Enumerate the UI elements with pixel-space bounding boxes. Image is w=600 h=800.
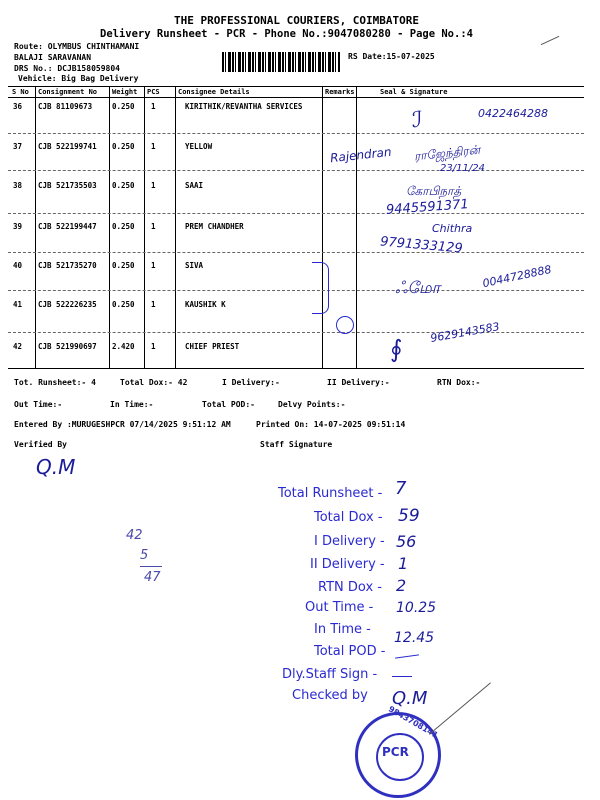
stamp-value-ii-delivery: 1 [398, 554, 409, 573]
stamp-label-rtn-dox: RTN Dox - [318, 580, 382, 595]
row-consignee: SAAI [185, 181, 204, 190]
row-divider [8, 290, 584, 291]
row-sno: 41 [13, 300, 23, 309]
stamp-label-ii-delivery: II Delivery - [310, 557, 385, 572]
rtn-dox: RTN Dox:- [437, 378, 481, 387]
row-pcs: 1 [151, 181, 156, 190]
row-consignee: YELLOW [185, 142, 213, 151]
col-divider [35, 86, 36, 368]
staff-name: BALAJI SARAVANAN [14, 53, 92, 62]
handwritten-name: Rajendran [329, 144, 393, 166]
runsheet-subtitle: Delivery Runsheet - PCR - Phone No.:9047080280 - Page No.:4 [100, 28, 473, 40]
verified-initials: Q.M [36, 455, 76, 479]
handwritten-tamil-name: ராஜேந்திரன் [413, 142, 481, 164]
stamp-label-dly-staff-sign: Dly.Staff Sign - [282, 667, 378, 682]
row-divider [8, 170, 584, 171]
row-sno: 39 [13, 222, 23, 231]
barcode [222, 52, 340, 72]
signature-scribble: ∮ [390, 335, 403, 363]
row-consignee: CHIEF PRIEST [185, 342, 240, 351]
col-pcs: PCS [147, 88, 160, 96]
margin-note: 47 [144, 570, 161, 585]
signature-scribble: ஃமோ [395, 278, 441, 297]
row-consignee: PREM CHANDHER [185, 222, 244, 231]
handwritten-phone: 9791333129 [379, 234, 464, 257]
row-weight: 0.250 [112, 142, 135, 151]
entered-by: Entered By :MURUGESHPCR 07/14/2025 9:51:12 AM [14, 420, 231, 429]
verified-by: Verified By [14, 440, 67, 449]
stamp-label-i-delivery: I Delivery - [314, 534, 385, 549]
i-delivery: I Delivery:- [222, 378, 280, 387]
col-seal-signature: Seal & Signature [380, 88, 448, 96]
row-divider [8, 213, 584, 214]
drs-number: DRS No.: DCJB158059804 [14, 64, 120, 73]
row-weight: 0.250 [112, 222, 135, 231]
col-divider [356, 86, 357, 368]
stamp-label-checked-by: Checked by [292, 688, 368, 703]
pcr-seal-text: PCR [382, 745, 409, 759]
col-consignment: Consignment No [38, 88, 98, 96]
row-sno: 38 [13, 181, 23, 190]
total-dox: Total Dox:- 42 [120, 378, 188, 387]
route-line: Route: OLYMBUS CHINTHAMANI [14, 42, 140, 51]
col-weight: Weight [112, 88, 138, 96]
col-divider [322, 86, 323, 368]
col-consignee: Consignee Details [178, 88, 250, 96]
col-remarks: Remarks [325, 88, 355, 96]
stamp-value-total-pod [395, 654, 419, 658]
row-consignment-no: CJB 522199741 [38, 142, 97, 151]
stamp-label-total-pod: Total POD - [314, 644, 386, 659]
total-pod: Total POD:- [202, 400, 255, 409]
staff-signature: Staff Signature [260, 440, 333, 449]
stamp-value-rtn-dox: 2 [396, 576, 407, 595]
handwritten-tamil-name: கோபிநாத் [406, 184, 462, 198]
in-time: In Time:- [110, 400, 154, 409]
table-bottom-rule [8, 368, 584, 369]
pcr-seal [355, 704, 441, 798]
row-consignee: KAUSHIK K [185, 300, 226, 309]
bracket-mark [312, 262, 329, 314]
tot-runsheet: Tot. Runsheet:- 4 [14, 378, 96, 387]
handwritten-phone: 9445591371 [385, 197, 470, 218]
stamp-value-dly-staff-sign [392, 676, 412, 677]
row-consignment-no: CJB 522199447 [38, 222, 97, 231]
row-consignment-no: CJB 521990697 [38, 342, 97, 351]
stamp-value-out-time: 10.25 [396, 600, 437, 616]
row-weight: 0.250 [112, 181, 135, 190]
col-divider [109, 86, 110, 368]
pen-mark [541, 36, 560, 45]
handwritten-name: Chithra [432, 222, 473, 235]
row-weight: 0.250 [112, 261, 135, 270]
row-sno: 40 [13, 261, 23, 270]
ii-delivery: II Delivery:- [327, 378, 390, 387]
row-pcs: 1 [151, 300, 156, 309]
stamp-value-i-delivery: 56 [396, 532, 417, 551]
col-divider [144, 86, 145, 368]
signature-scribble: ℐ [412, 108, 423, 133]
company-title: THE PROFESSIONAL COURIERS, COIMBATORE [174, 14, 420, 27]
vehicle-line: Vehicle: Big Bag Delivery [18, 74, 139, 83]
stamp-value-in-time: 12.45 [394, 630, 435, 646]
stamp-label-in-time: In Time - [314, 622, 371, 637]
stamp-label-total-runsheet: Total Runsheet - [278, 486, 383, 501]
printed-on: Printed On: 14-07-2025 09:51:14 [256, 420, 406, 429]
row-sno: 42 [13, 342, 23, 351]
stamp-label-total-dox: Total Dox - [314, 510, 383, 525]
row-consignee: KIRITHIK/REVANTHA SERVICES [185, 102, 303, 111]
row-sno: 36 [13, 102, 23, 111]
handwritten-date: 23/11/24 [440, 163, 485, 174]
handwritten-phone: 0422464288 [478, 107, 548, 120]
margin-underline [140, 566, 162, 567]
row-pcs: 1 [151, 222, 156, 231]
pcr-seal-number: 9843708141 [386, 704, 440, 740]
row-weight: 0.250 [112, 300, 135, 309]
row-weight: 0.250 [112, 102, 135, 111]
circled-mark [336, 316, 354, 334]
margin-note: 42 [126, 528, 143, 543]
col-divider [175, 86, 176, 368]
delvy-points: Delvy Points:- [278, 400, 346, 409]
col-sno: S No [12, 88, 29, 96]
row-consignment-no: CJB 81109673 [38, 102, 93, 111]
row-divider [8, 252, 584, 253]
table-header-rule [8, 97, 584, 98]
stamp-value-total-dox: 59 [398, 506, 420, 526]
checked-by-initials: Q.M [392, 688, 428, 709]
row-divider [8, 133, 584, 134]
pen-stroke [429, 682, 491, 734]
row-pcs: 1 [151, 142, 156, 151]
handwritten-phone: 9629143583 [429, 320, 501, 345]
row-consignment-no: CJB 521735270 [38, 261, 97, 270]
stamp-value-total-runsheet: 7 [395, 478, 407, 499]
table-top-rule [8, 86, 584, 87]
row-sno: 37 [13, 142, 23, 151]
row-pcs: 1 [151, 261, 156, 270]
margin-note: 5 [140, 548, 149, 563]
stamp-label-out-time: Out Time - [305, 600, 374, 615]
row-pcs: 1 [151, 342, 156, 351]
row-pcs: 1 [151, 102, 156, 111]
out-time: Out Time:- [14, 400, 63, 409]
row-consignment-no: CJB 521735503 [38, 181, 97, 190]
handwritten-phone: 0044728888 [481, 262, 553, 291]
rs-date: RS Date:15-07-2025 [348, 52, 435, 61]
row-consignment-no: CJB 522226235 [38, 300, 97, 309]
row-weight: 2.420 [112, 342, 135, 351]
row-consignee: SIVA [185, 261, 204, 270]
